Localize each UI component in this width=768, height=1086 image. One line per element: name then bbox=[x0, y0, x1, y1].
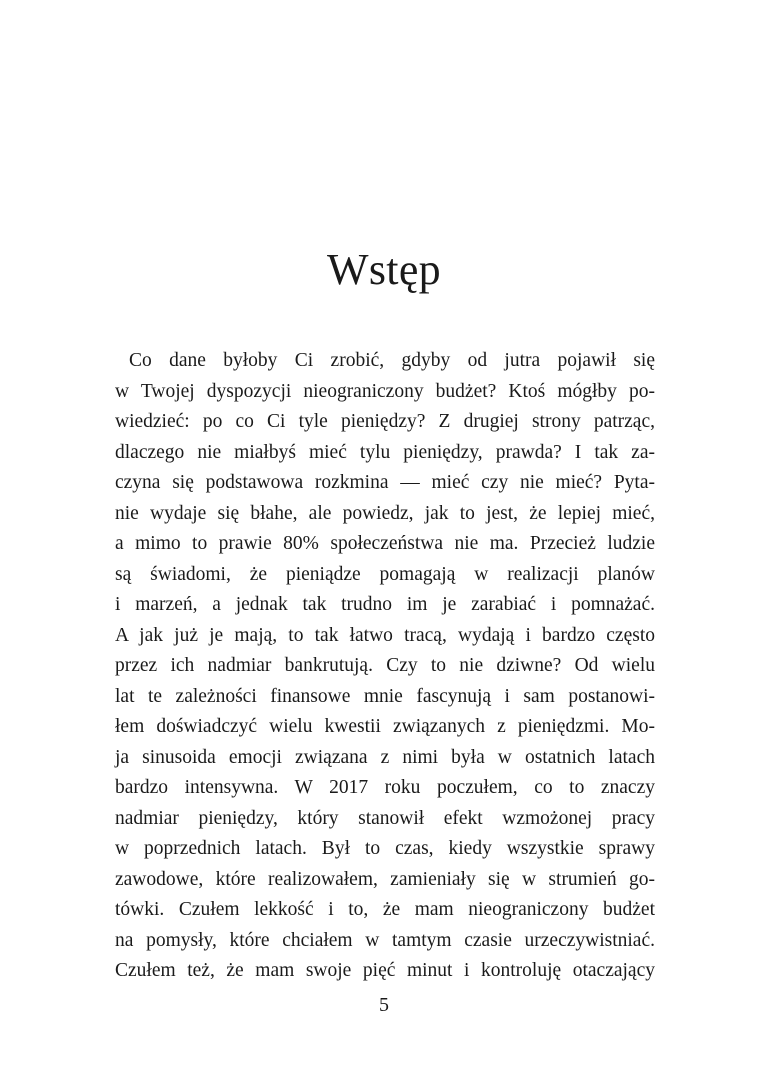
text-line: wiedzieć: po co Ci tyle pieniędzy? Z drugiej strony patrząc, bbox=[115, 411, 655, 432]
text-line: Co dane byłoby Ci zrobić, gdyby od jutra pojawił się bbox=[129, 350, 655, 371]
text-line: lat te zależności finansowe mnie fascynują i sam postanowi- bbox=[115, 685, 655, 707]
text-line: tówki. Czułem lekkość i to, że mam nieograniczony budżet bbox=[115, 899, 655, 920]
text-line: a mimo to prawie 80% społeczeństwa nie ma. Przecież ludzie bbox=[115, 533, 655, 554]
body-paragraph bbox=[115, 346, 655, 987]
text-line: łem doświadczyć wielu kwestii związanych z pieniędzmi. Mo- bbox=[115, 716, 655, 737]
text-line: A jak już je mają, to tak łatwo tracą, wydają i bardzo często bbox=[115, 624, 655, 646]
text-line: są świadomi, że pieniądze pomagają w realizacji planów bbox=[115, 563, 655, 585]
text-line: dlaczego nie miałbyś mieć tylu pieniędzy, prawda? I tak za- bbox=[115, 441, 655, 463]
text-line: i marzeń, a jednak tak trudno im je zarabiać i pomnażać. bbox=[115, 594, 655, 615]
text-line: czyna się podstawowa rozkmina — mieć czy nie mieć? Pyta- bbox=[115, 472, 655, 493]
text-line: na pomysły, które chciałem w tamtym czasie urzeczywistniać. bbox=[115, 929, 655, 951]
text-line: w poprzednich latach. Był to czas, kiedy wszystkie sprawy bbox=[115, 838, 655, 859]
page-number: 5 bbox=[379, 994, 389, 1016]
text-line: w Twojej dyspozycji nieograniczony budżet? Ktoś mógłby po- bbox=[115, 380, 655, 402]
text-line: przez ich nadmiar bankrutują. Czy to nie dziwne? Od wielu bbox=[115, 655, 655, 676]
text-line: bardzo intensywna. W 2017 roku poczułem, co to znaczy bbox=[115, 777, 655, 798]
text-line: nadmiar pieniędzy, który stanowił efekt wzmożonej pracy bbox=[115, 807, 655, 829]
text-line: nie wydaje się błahe, ale powiedz, jak to jest, że lepiej mieć, bbox=[115, 502, 655, 524]
text-line: Czułem też, że mam swoje pięć minut i kontroluję otaczający bbox=[115, 960, 655, 981]
text-line: ja sinusoida emocji związana z nimi była w ostatnich latach bbox=[115, 746, 655, 768]
chapter-title: Wstęp bbox=[327, 245, 441, 294]
text-line: zawodowe, które realizowałem, zamieniały się w strumień go- bbox=[115, 868, 655, 890]
